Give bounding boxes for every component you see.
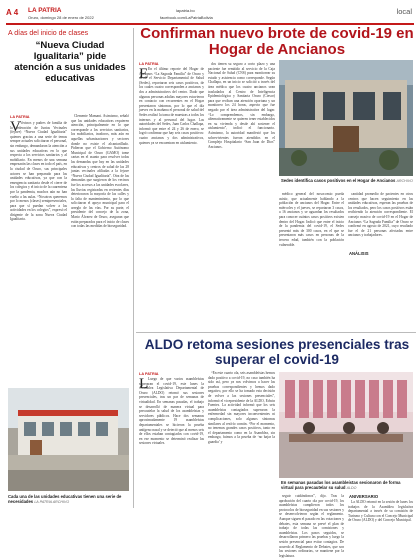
paper-name: LA PATRIA (28, 7, 62, 14)
main-body-col2: dos tienen su seguro a corto plazo y una paciente fue remitido al servicio de la Caja Nacional de Salud (CNS) para monitorear su estado y asistencia como corresponde. Según Challapa, en un inicio se solicitó a través del área médica que los cuatro ancianos sean trasladados al Centro de Inteligencia Epidemiológica y Sanitaria Oruro (Ciesor) para que reciban una atención oportuna y un monitoreo los 24 horas, aspecto que fue negado por el área administrativa del lugar. “Lo comprendemos, sin embargo, alternativamente se quieren tener establecidos en su vivienda y desde ahí sostener el aislamiento”, indicó el funcionario. Asimismo, la autoridad manifestó que los sobrevivientes fueron atendidos en el Complejo Hospitalario “San Juan de Dios” Ancianos. (208, 62, 275, 149)
bottom-byline: LA PATRIA (139, 372, 159, 376)
left-byline: LA PATRIA (10, 115, 30, 119)
column-rule (133, 28, 134, 508)
bottom-dropcap: L (139, 376, 149, 392)
bottom-subheading: ANIVERSARIO (349, 494, 379, 499)
aldo-session-photo (279, 372, 413, 478)
left-kicker: A días del inicio de clases (8, 30, 89, 37)
issue-date: Oruro, domingo 28 de enero de 2022 (28, 15, 94, 20)
bottom-body-col2: “En este cuarto ola, seis asambleístas hemos dado positivo a covid-19, no caso también ha sido así, pero ya nos volvimos a hacer las pruebas correspondientes y hemos dado negativo, por ello se ha tomado esta decisión de volver a las sesiones presenciales”, informó el vicepresidente de la ALDO, Edwin Fuentes. La actividad informó que los seis asambleístas contagiados superaron la enfermedad sin mayores inconvenientes ni complicaciones, solo algunos síntomas similares al resfrío común. “Por el momento, no tenemos grandes casos positivos, tanto en el departamento como en la Asamblea, sin embargo, fuimos a la prueba de ‘no bajar la guardia’ y (208, 371, 275, 444)
main-headline: Confirman nuevo brote de covid-19 en Hogar de Ancianos (140, 25, 414, 58)
social-link[interactable]: facebook.com/LaPatriaBolivia (160, 15, 213, 20)
page-number: A 4 (6, 8, 19, 17)
bottom-body-col4: La ALDO retomó en la sesión de lunes los trabajos de la Asamblea legislativa departamental a través de su comisión de Turismo y Cultura con el Concejo Municipal de Oruro (ALDO) y del Concejo Municipal. (348, 500, 413, 523)
bottom-body-col1: Luego de que varios asambleístas superaran el covid-19, este lunes la Asamblea Legislativa Departamental de Oruro (ALDO) retomó sus sesiones presenciales, tras un par de semanas de virtualidad. En semanas pasadas, el trabajo se desarrolló de manera virtual para precautelar la salud de los asambleístas y servidores públicos. Hace dos semanas aproximadamente 19 asambleístas departamentales se hicieron la prueba antígeno nasal y se detectó que al menos seis de ellos estaban contagiados con covid-19, en ese momento se determinó realizar las sesiones virtuales. (139, 377, 204, 446)
bottom-body-col3: seguir cuidándonos”, dijo. Tras la aprobación del cuarto ola por covid-19, los asambleístas cumplieron todos los protocolos de bioseguridad en sus sesiones y se desenvolvieron según el reglamento. Aunque siguen el pasado en las votaciones y debates, esta semana se prevé el plan de trabajo de todas las comisiones y asambleístas. Los pasos seguidos, se desarrollaron primero las pruebas y luego la sesión presencial para evitar contagios. De acuerdo al Reglamento de Debates, que son las sesiones ordinarias, se mantiene por la legislatura. (279, 494, 344, 558)
bottom-photo-caption: En semanas pasadas los asambleístas sesionaron de forma virtual para precautelar su salud ALDO (281, 480, 401, 490)
site-url[interactable]: lapatria.bo (176, 8, 195, 13)
left-dropcap: V (10, 119, 21, 135)
main-subheading: ANÁLISIS (349, 251, 369, 256)
section-label: local (396, 7, 412, 16)
section-divider (136, 332, 416, 333)
left-body-col2: Clemente Mamani. Asimismo, señaló que las unidades educativas requieren atención, principalmente en lo que corresponde a los servicios sanitarios, los mobiliarios, inodoros, más aún en aquellas urbanizaciones y sectores donde no existe el alcantarillado. Pidieron que el Gobierno Autónomo Municipal de Oruro (GAMO) tome cartas en el asunto para resolver todas las demandas que hay en las unidades educativas y centros de salud de las 28 juntas vecinales afiliadas a la fejuve “Nueva Ciudad Igualitaria”. Otra de las demandas que surgieron de los vecinos fue los accesos a las unidades escolares, las lluvias registradas en recientes días deterioraron la mayoría de las calles y la falta de mantenimiento, por lo que solicitaron el apoyo municipal para el arreglo de las vías. Por su parte, el presidente del concejo de la zona, Mario Álvarez de Oruro, aseguran que están preparados para el inicio de clases con todas las medidas de bioseguridad. (71, 114, 129, 229)
bottom-headline: ALDO retoma sesiones presenciales tras superar el covid-19 (144, 337, 410, 367)
main-byline: LA PATRIA (139, 62, 159, 66)
hogar-ancianos-photo (279, 60, 413, 176)
left-headline: “Nueva Ciudad Igualitaria” pide atención a sus unidades educativas (14, 40, 126, 84)
left-school-photo (8, 388, 129, 491)
main-body-col4: cantidad promedio de pacientes en otros centros que hacen seguimiento en las unidades educativas, esperan las pruebas de los resultados, pero los casos positivos están recibiendo la atención correspondiente. El consejo masivo de covid-19 en el Hogar de Ancianos “La Sagrada Familia” de Oruro se confirmó en agosto de 2021, cuyo resultado fue el de 21 personas afectadas entre ancianos y trabajadores. (348, 192, 413, 238)
main-body-col1: En el último reporte del Hogar de Ancianos “La Sagrada Familia” de Oruro y desde el Servicio Departamental de Salud (Sedes), reportaron seis casos positivos, de los cuales cuatro corresponden a ancianos y dos a administrativos del centro. Dado que algunas personas adultas mayores estuvieron en contacto con recurrentes en el Hogar presentaron síntomas, por lo que el día jueves en la mañana el personal de salud del Sedes realizó la toma de muestras a todos los internos y al personal del lugar. Las autoridades del Sedes, Juan Carlos Challapa, informó que entre el 24 y 26 de enero, se logró confirmar que hay seis casos positivos: cuatro ancianos y dos administrativos, quienes ya se encuentran en aislamiento. (139, 67, 204, 145)
main-photo-caption: Sedes identifica casos positivos en el Hogar de Ancianos ARCHIVO (281, 178, 413, 183)
left-body-col1: Vecinos y padres de familia de la federación de Juntas Vecinales (fejuve) “Nueva Ciudad Igualitaria” quienes gracias a una serie de temas sempre actuales solicitaron el personal, sin embargo, demandaron la atención a sus unidades educativas en lo que respecta a los servicios sanitarios y al mobiliario. En menos de una semana empezarán las clases en todo el país, en la ciudad de Oruro, sus principales actores se han preparado para las unidades educativas, ya que con la emergencia sanitaria desde el cierre de los colegios y el inicio de la cuarentena por la pandemia, muchos aún no han vuelto a las aulas. “Nosotros queremos por lo menos (clases) semipresenciales, para que sí puedan volver a las actividades en los colegios”, expresó el dirigente de la zona Nueva Ciudad Igualitaria. (10, 121, 67, 222)
left-photo-caption: Cada una de las unidades educativas tienen una serie de necesidades LA PATRIA ARCHIVO (8, 494, 122, 504)
main-body-col3: médico general del nosocomio pueda asistir, que actualmente hablando a la población de ancianos del Hogar. Entre el miércoles y el jueves, se reportaron 3 casos, a 16 ancianos y se aguardan los resultados para conocer cuántos casos positivos existen dentro del Hogar. Indicó que entre el inicio de la pandemia del covid-19, el Sedes presentó más de 300 casos, en el que se presentaron más casos en personas de la tercera edad, también con la población vulnerable. (279, 192, 344, 247)
main-dropcap: E (139, 66, 149, 82)
